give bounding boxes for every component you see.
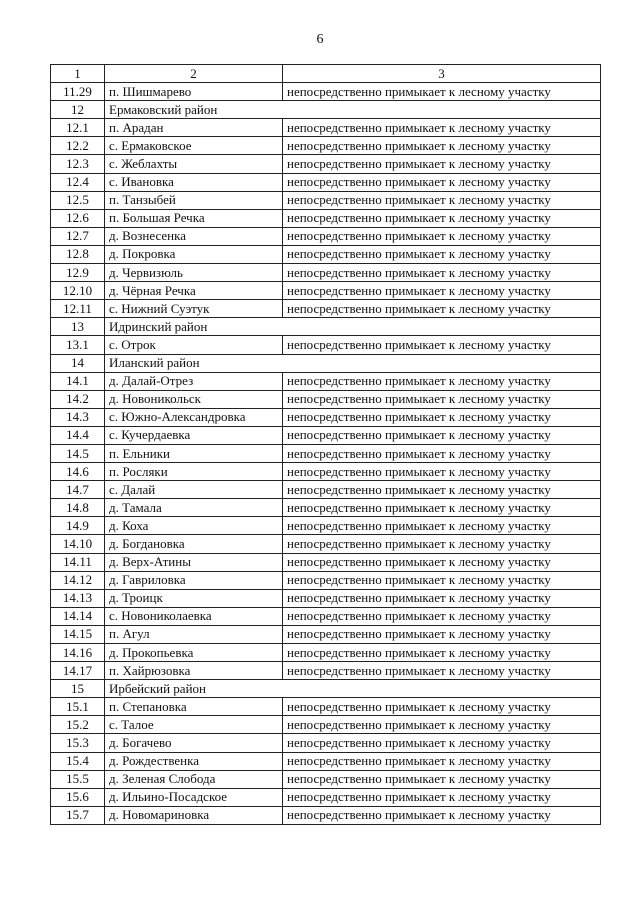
- settlement-name: п. Росляки: [105, 463, 283, 481]
- forest-status: непосредственно примыкает к лесному участку: [283, 264, 601, 282]
- settlement-name: д. Богачево: [105, 734, 283, 752]
- row-number: 13.1: [51, 336, 105, 354]
- table-row: [51, 752, 601, 770]
- row-number: 15.4: [51, 752, 105, 770]
- table-row: [51, 806, 601, 824]
- settlement-name: п. Арадан: [105, 119, 283, 137]
- row-number: 14.9: [51, 517, 105, 535]
- settlement-name: д. Далай-Отрез: [105, 372, 283, 390]
- table-row: [51, 264, 601, 282]
- settlement-name: п. Агул: [105, 625, 283, 643]
- settlement-name: д. Зеленая Слобода: [105, 770, 283, 788]
- forest-status: непосредственно примыкает к лесному участку: [283, 644, 601, 662]
- table-row: [51, 336, 601, 354]
- row-number: 11.29: [51, 83, 105, 101]
- settlement-name: д. Вознесенка: [105, 227, 283, 245]
- forest-status: непосредственно примыкает к лесному участку: [283, 444, 601, 462]
- column-header: 1: [51, 65, 105, 83]
- settlement-name: д. Покровка: [105, 245, 283, 263]
- row-number: 14.11: [51, 553, 105, 571]
- table-row: [51, 119, 601, 137]
- forest-status: непосредственно примыкает к лесному участку: [283, 463, 601, 481]
- settlement-name: д. Чёрная Речка: [105, 282, 283, 300]
- table-row: [51, 372, 601, 390]
- table-row: [51, 209, 601, 227]
- district-name: Иланский район: [105, 354, 283, 372]
- row-number: 12.8: [51, 245, 105, 263]
- table-row: [51, 390, 601, 408]
- empty-cell: [283, 101, 601, 119]
- forest-status: непосредственно примыкает к лесному участку: [283, 716, 601, 734]
- settlement-name: с. Ивановка: [105, 173, 283, 191]
- settlement-name: д. Троицк: [105, 589, 283, 607]
- table-row: [51, 788, 601, 806]
- row-number: 14.4: [51, 426, 105, 444]
- header-row: [51, 65, 601, 83]
- district-name: Ирбейский район: [105, 680, 283, 698]
- empty-cell: [283, 318, 601, 336]
- settlement-name: д. Червизюль: [105, 264, 283, 282]
- forest-status: непосредственно примыкает к лесному участку: [283, 372, 601, 390]
- forest-status: непосредственно примыкает к лесному участку: [283, 698, 601, 716]
- settlement-name: с. Нижний Суэтук: [105, 300, 283, 318]
- settlement-name: д. Новомариновка: [105, 806, 283, 824]
- table-row: [51, 662, 601, 680]
- forest-status: непосредственно примыкает к лесному участку: [283, 788, 601, 806]
- row-number: 12.3: [51, 155, 105, 173]
- district-name: Идринский район: [105, 318, 283, 336]
- forest-status: непосредственно примыкает к лесному участку: [283, 300, 601, 318]
- row-number: 14.3: [51, 408, 105, 426]
- forest-status: непосредственно примыкает к лесному участку: [283, 227, 601, 245]
- settlement-name: п. Большая Речка: [105, 209, 283, 227]
- district-row: [51, 318, 601, 336]
- forest-status: непосредственно примыкает к лесному участку: [283, 571, 601, 589]
- row-number: 14.15: [51, 625, 105, 643]
- row-number: 14.16: [51, 644, 105, 662]
- settlement-name: с. Отрок: [105, 336, 283, 354]
- settlement-name: с. Кучердаевка: [105, 426, 283, 444]
- table-row: [51, 517, 601, 535]
- row-number: 12.5: [51, 191, 105, 209]
- settlement-name: д. Коха: [105, 517, 283, 535]
- forest-status: непосредственно примыкает к лесному участку: [283, 499, 601, 517]
- table-row: [51, 553, 601, 571]
- settlement-name: с. Новониколаевка: [105, 607, 283, 625]
- row-number: 15.7: [51, 806, 105, 824]
- row-number: 14.12: [51, 571, 105, 589]
- settlement-name: д. Гавриловка: [105, 571, 283, 589]
- forest-status: непосредственно примыкает к лесному участку: [283, 408, 601, 426]
- forest-status: непосредственно примыкает к лесному участку: [283, 734, 601, 752]
- settlement-name: с. Талое: [105, 716, 283, 734]
- empty-cell: [283, 680, 601, 698]
- table-row: [51, 607, 601, 625]
- settlement-name: с. Далай: [105, 481, 283, 499]
- forest-status: непосредственно примыкает к лесному участку: [283, 119, 601, 137]
- row-number: 15.6: [51, 788, 105, 806]
- row-number: 12.11: [51, 300, 105, 318]
- row-number: 15.2: [51, 716, 105, 734]
- row-number: 15.5: [51, 770, 105, 788]
- row-number: 12.4: [51, 173, 105, 191]
- forest-status: непосредственно примыкает к лесному участку: [283, 481, 601, 499]
- table-row: [51, 535, 601, 553]
- forest-status: непосредственно примыкает к лесному участку: [283, 173, 601, 191]
- table-row: [51, 173, 601, 191]
- table-row: [51, 698, 601, 716]
- row-number: 14.7: [51, 481, 105, 499]
- row-number: 15.1: [51, 698, 105, 716]
- row-number: 14.14: [51, 607, 105, 625]
- forest-status: непосредственно примыкает к лесному участку: [283, 770, 601, 788]
- forest-status: непосредственно примыкает к лесному участку: [283, 752, 601, 770]
- row-number: 15: [51, 680, 105, 698]
- row-number: 12.7: [51, 227, 105, 245]
- forest-status: непосредственно примыкает к лесному участку: [283, 137, 601, 155]
- forest-status: непосредственно примыкает к лесному участку: [283, 589, 601, 607]
- forest-status: непосредственно примыкает к лесному участку: [283, 625, 601, 643]
- empty-cell: [283, 354, 601, 372]
- row-number: 14.6: [51, 463, 105, 481]
- table-row: [51, 571, 601, 589]
- table-row: [51, 191, 601, 209]
- row-number: 14.1: [51, 372, 105, 390]
- table-body: [51, 65, 601, 825]
- settlement-name: д. Новоникольск: [105, 390, 283, 408]
- forest-status: непосредственно примыкает к лесному участку: [283, 390, 601, 408]
- table-row: [51, 282, 601, 300]
- table-row: [51, 644, 601, 662]
- settlement-name: с. Южно-Александровка: [105, 408, 283, 426]
- page-number: 6: [316, 32, 324, 47]
- forest-status: непосредственно примыкает к лесному участку: [283, 535, 601, 553]
- district-row: [51, 680, 601, 698]
- district-row: [51, 354, 601, 372]
- table-row: [51, 300, 601, 318]
- settlement-name: п. Шишмарево: [105, 83, 283, 101]
- row-number: 12.1: [51, 119, 105, 137]
- settlement-name: п. Хайрюзовка: [105, 662, 283, 680]
- row-number: 14.2: [51, 390, 105, 408]
- row-number: 14.10: [51, 535, 105, 553]
- table-row: [51, 408, 601, 426]
- settlement-name: п. Танзыбей: [105, 191, 283, 209]
- settlement-name: п. Степановка: [105, 698, 283, 716]
- forest-status: непосредственно примыкает к лесному участку: [283, 282, 601, 300]
- row-number: 12.10: [51, 282, 105, 300]
- settlements-table: [50, 64, 601, 825]
- settlement-name: д. Тамала: [105, 499, 283, 517]
- forest-status: непосредственно примыкает к лесному участку: [283, 155, 601, 173]
- settlement-name: п. Ельники: [105, 444, 283, 462]
- row-number: 14.13: [51, 589, 105, 607]
- table-row: [51, 499, 601, 517]
- column-header: 2: [105, 65, 283, 83]
- table-row: [51, 625, 601, 643]
- settlement-name: с. Жеблахты: [105, 155, 283, 173]
- table-row: [51, 137, 601, 155]
- row-number: 12.9: [51, 264, 105, 282]
- forest-status: непосредственно примыкает к лесному участку: [283, 209, 601, 227]
- table-row: [51, 83, 601, 101]
- row-number: 12.6: [51, 209, 105, 227]
- row-number: 14.8: [51, 499, 105, 517]
- row-number: 12: [51, 101, 105, 119]
- table-row: [51, 481, 601, 499]
- settlement-name: д. Богдановка: [105, 535, 283, 553]
- settlement-name: д. Ильино-Посадское: [105, 788, 283, 806]
- column-header: 3: [283, 65, 601, 83]
- table-row: [51, 245, 601, 263]
- row-number: 15.3: [51, 734, 105, 752]
- forest-status: непосредственно примыкает к лесному участку: [283, 245, 601, 263]
- forest-status: непосредственно примыкает к лесному участку: [283, 607, 601, 625]
- row-number: 14: [51, 354, 105, 372]
- settlement-name: д. Прокопьевка: [105, 644, 283, 662]
- forest-status: непосредственно примыкает к лесному участку: [283, 83, 601, 101]
- table-row: [51, 770, 601, 788]
- row-number: 12.2: [51, 137, 105, 155]
- settlement-name: с. Ермаковское: [105, 137, 283, 155]
- row-number: 14.17: [51, 662, 105, 680]
- forest-status: непосредственно примыкает к лесному участку: [283, 553, 601, 571]
- district-row: [51, 101, 601, 119]
- settlement-name: д. Рождественка: [105, 752, 283, 770]
- forest-status: непосредственно примыкает к лесному участку: [283, 426, 601, 444]
- table-row: [51, 463, 601, 481]
- forest-status: непосредственно примыкает к лесному участку: [283, 191, 601, 209]
- settlement-name: д. Верх-Атины: [105, 553, 283, 571]
- forest-status: непосредственно примыкает к лесному участку: [283, 806, 601, 824]
- table-row: [51, 444, 601, 462]
- table-row: [51, 589, 601, 607]
- table-row: [51, 734, 601, 752]
- row-number: 13: [51, 318, 105, 336]
- row-number: 14.5: [51, 444, 105, 462]
- forest-status: непосредственно примыкает к лесному участку: [283, 662, 601, 680]
- table-row: [51, 426, 601, 444]
- forest-status: непосредственно примыкает к лесному участку: [283, 336, 601, 354]
- district-name: Ермаковский район: [105, 101, 283, 119]
- table-row: [51, 716, 601, 734]
- forest-status: непосредственно примыкает к лесному участку: [283, 517, 601, 535]
- table-row: [51, 227, 601, 245]
- table-row: [51, 155, 601, 173]
